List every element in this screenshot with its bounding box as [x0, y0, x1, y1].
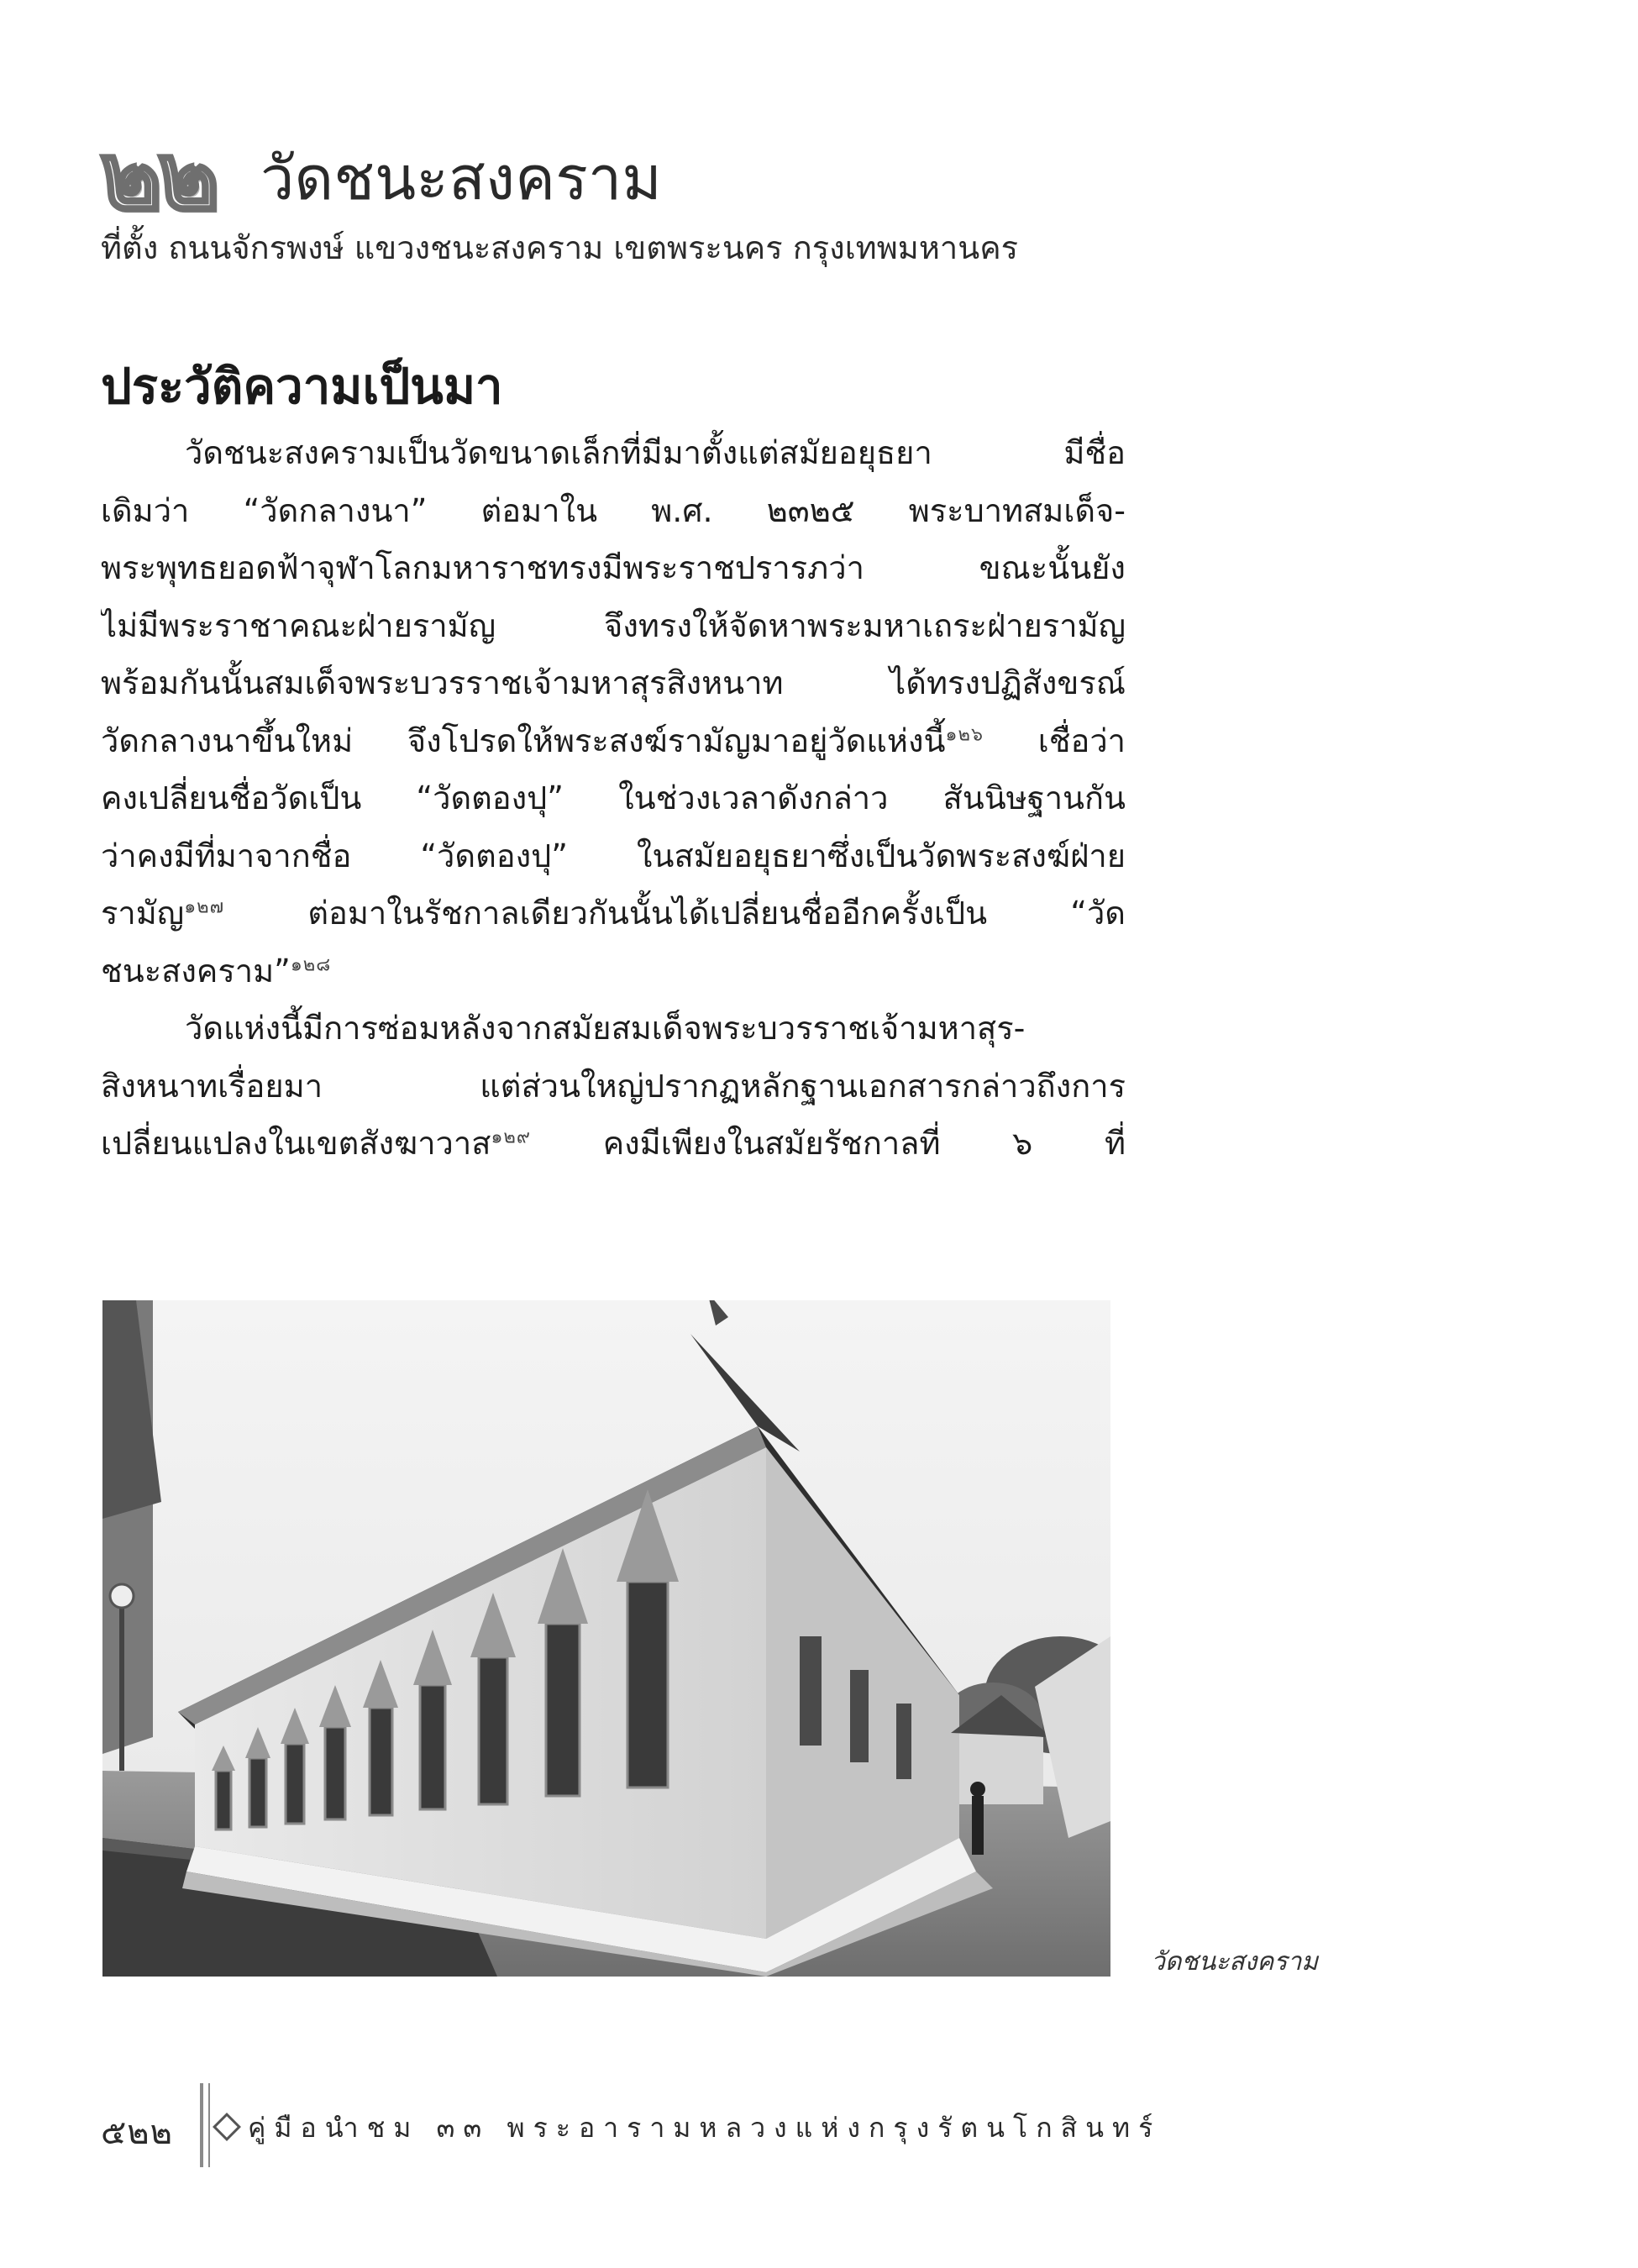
- book-title: คู่มือนำชม ๓๓ พระอารามหลวงแห่งกรุงรัตนโกสินทร์: [248, 2112, 1162, 2144]
- text-fragment: เปลี่ยนแปลงในเขตสังฆาวาส: [101, 1125, 491, 1162]
- footnote-marker: ๑๒๙: [491, 1126, 532, 1148]
- text-line: พระพุทธยอดฟ้าจุฬาโลกมหาราชทรงมีพระราชปรารภว่า ขณะนั้นยัง: [101, 549, 1126, 586]
- text-line: คงเปลี่ยนชื่อวัดเป็น “วัดตองปุ” ในช่วงเวลาดังกล่าว สันนิษฐานกัน: [101, 780, 1126, 816]
- paragraph-2: [101, 1000, 1126, 1173]
- text-fragment: ชนะสงคราม”: [101, 952, 291, 990]
- text-line: ไม่มีพระราชาคณะฝ่ายรามัญ จึงทรงให้จัดหาพระมหาเถระฝ่ายรามัญ: [101, 606, 1126, 644]
- text-fragment: ต่อมาในรัชกาลเดียวกันนั้นได้เปลี่ยนชื่ออีกครั้งเป็น “วัด: [224, 895, 1126, 932]
- temple-photo-illustration: [102, 1300, 1110, 1977]
- text-fragment: เชื่อว่า: [983, 722, 1126, 759]
- text-line: ว่าคงมีที่มาจากชื่อ “วัดตองปุ” ในสมัยอยุธยาซึ่งเป็นวัดพระสงฆ์ฝ่าย: [101, 837, 1126, 874]
- text-line: [101, 1115, 1126, 1173]
- photo-caption: วัดชนะสงคราม: [1151, 1947, 1319, 1977]
- text-line: [101, 942, 1126, 1000]
- temple-title: วัดชนะสงคราม: [260, 143, 662, 213]
- page-number: ๕๒๒: [101, 2113, 174, 2152]
- page-footer: [101, 2083, 1361, 2167]
- text-line: พร้อมกันนั้นสมเด็จพระบวรราชเจ้ามหาสุรสิงหนาท ได้ทรงปฏิสังขรณ์: [101, 664, 1126, 701]
- text-line: วัดแห่งนี้มีการซ่อมหลังจากสมัยสมเด็จพระบวรราชเจ้ามหาสุร-: [185, 1010, 1026, 1047]
- footer-divider: [208, 2083, 210, 2167]
- text-line: เดิมว่า “วัดกลางนา” ต่อมาใน พ.ศ. ๒๓๒๕ พระบาทสมเด็จ-: [101, 491, 1126, 529]
- location-line: ที่ตั้ง ถนนจักรพงษ์ แขวงชนะสงคราม เขตพระนคร กรุงเทพมหานคร: [101, 229, 1019, 266]
- diamond-ornament-icon: [213, 2113, 241, 2141]
- history-body: [101, 424, 1126, 1173]
- text-fragment: คงมีเพียงในสมัยรัชกาลที่ ๖ ที่: [531, 1125, 1126, 1162]
- footer-divider: [200, 2083, 203, 2167]
- paragraph-1: [101, 424, 1126, 1000]
- footnote-marker: ๑๒๘: [290, 953, 332, 975]
- temple-photo: [102, 1300, 1110, 1977]
- text-fragment: รามัญ: [101, 895, 185, 932]
- text-line: วัดชนะสงครามเป็นวัดขนาดเล็กที่มีมาตั้งแต่สมัยอยุธยา มีชื่อ: [185, 434, 1126, 471]
- text-line: สิงหนาทเรื่อยมา แต่ส่วนใหญ่ปรากฏหลักฐานเอกสารกล่าวถึงการ: [101, 1067, 1126, 1105]
- text-fragment: วัดกลางนาขึ้นใหม่ จึงโปรดให้พระสงฆ์รามัญมาอยู่วัดแห่งนี้: [101, 722, 946, 759]
- text-line: [101, 712, 1126, 770]
- footnote-marker: ๑๒๗: [184, 896, 225, 918]
- chapter-number: ๒๒: [101, 122, 217, 230]
- text-line: [101, 885, 1126, 942]
- section-heading: ประวัติความเป็นมา: [101, 358, 503, 415]
- footnote-marker: ๑๒๖: [945, 723, 984, 745]
